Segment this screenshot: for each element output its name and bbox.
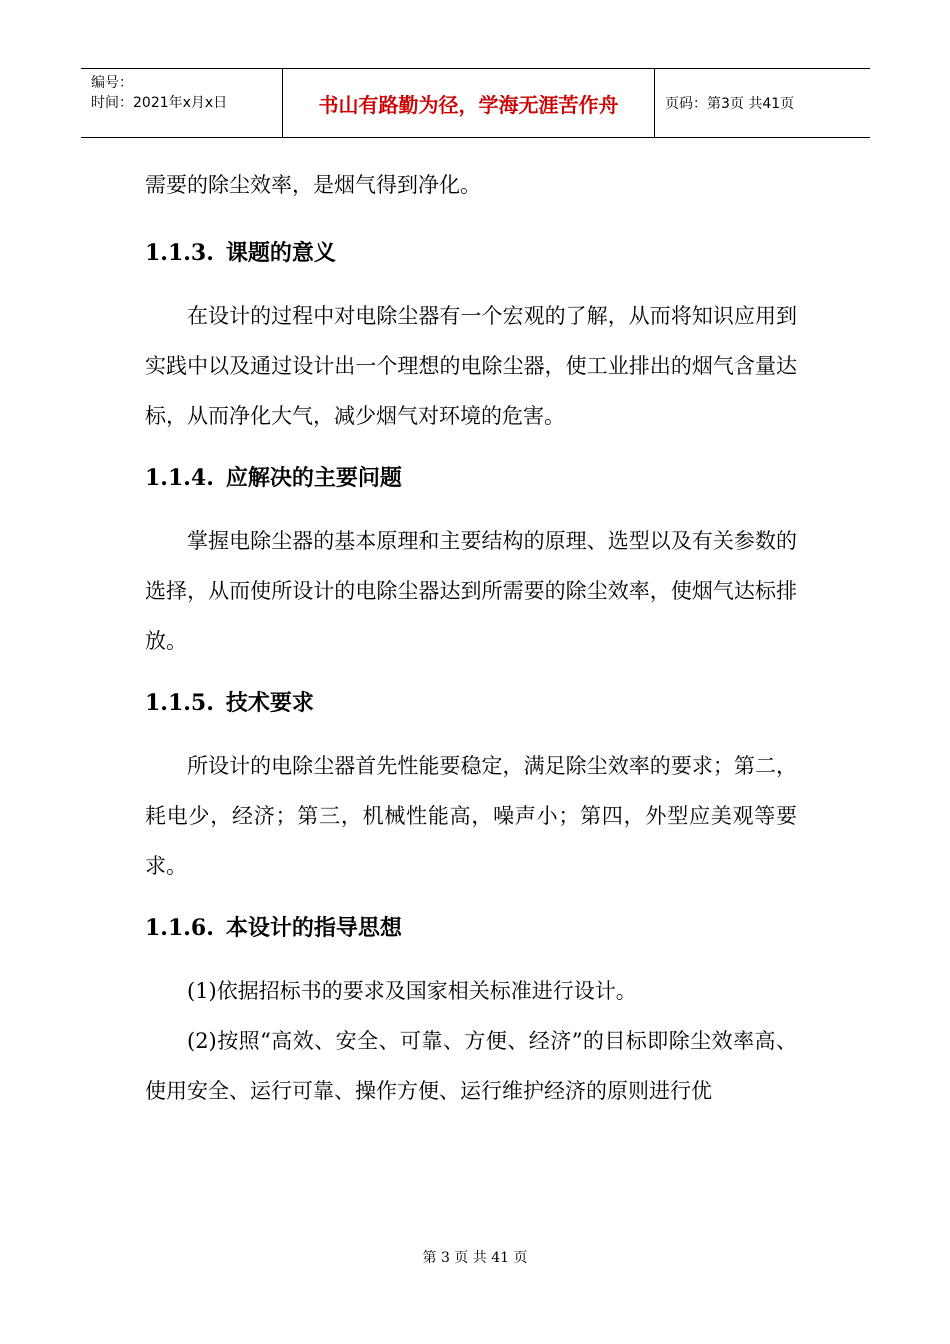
section-title: 应解决的主要问题 — [225, 466, 402, 491]
serial-label: 编号： — [91, 75, 133, 91]
section-title: 本设计的指导思想 — [225, 916, 402, 941]
header-motto: 书山有路勤为径，学海无涯苦作舟 — [282, 69, 655, 137]
section-title: 技术要求 — [225, 691, 314, 716]
header-left-cell — [81, 69, 282, 137]
time-label: 时间：2021年x月x日 — [91, 95, 228, 111]
paragraph-significance: 在设计的过程中对电除尘器有一个宏观的了解，从而将知识应用到实践中以及通过设计出一个理想的电除尘器，使工业排出的烟气含量达标，从而净化大气，减少烟气对环境的危害。 — [145, 304, 797, 428]
paragraph-continuation: 需要的除尘效率，是烟气得到净化。 — [145, 173, 481, 197]
section-number: 1.1.4. — [145, 465, 214, 491]
page-footer: 第 3 页 共 41 页 — [422, 1250, 528, 1266]
section-heading-1-1-3 — [145, 238, 797, 269]
section-heading-1-1-4 — [145, 463, 797, 494]
section-heading-1-1-6 — [145, 913, 797, 944]
paragraph-guideline-1: (1)依据招标书的要求及国家相关标准进行设计。 — [187, 979, 637, 1003]
section-title: 课题的意义 — [225, 241, 336, 266]
paragraph-main-problems: 掌握电除尘器的基本原理和主要结构的原理、选型以及有关参数的选择，从而使所设计的电除尘器达到所需要的除尘效率，使烟气达标排放。 — [145, 529, 797, 653]
page-header — [81, 68, 870, 138]
section-number: 1.1.3. — [145, 240, 214, 266]
paragraph-guideline-2: (2)按照“高效、安全、可靠、方便、经济”的目标即除尘效率高、使用安全、运行可靠、操作方便、运行维护经济的原则进行优 — [145, 1029, 797, 1103]
paragraph-technical-requirements: 所设计的电除尘器首先性能要稳定，满足除尘效率的要求；第二，耗电少，经济；第三，机械性能高，噪声小；第四，外型应美观等要求。 — [145, 754, 797, 878]
header-page-info: 页码：第3页 共41页 — [665, 96, 795, 112]
section-number: 1.1.5. — [145, 690, 214, 716]
document-body — [145, 160, 797, 1116]
section-number: 1.1.6. — [145, 915, 214, 941]
section-heading-1-1-5 — [145, 688, 797, 719]
